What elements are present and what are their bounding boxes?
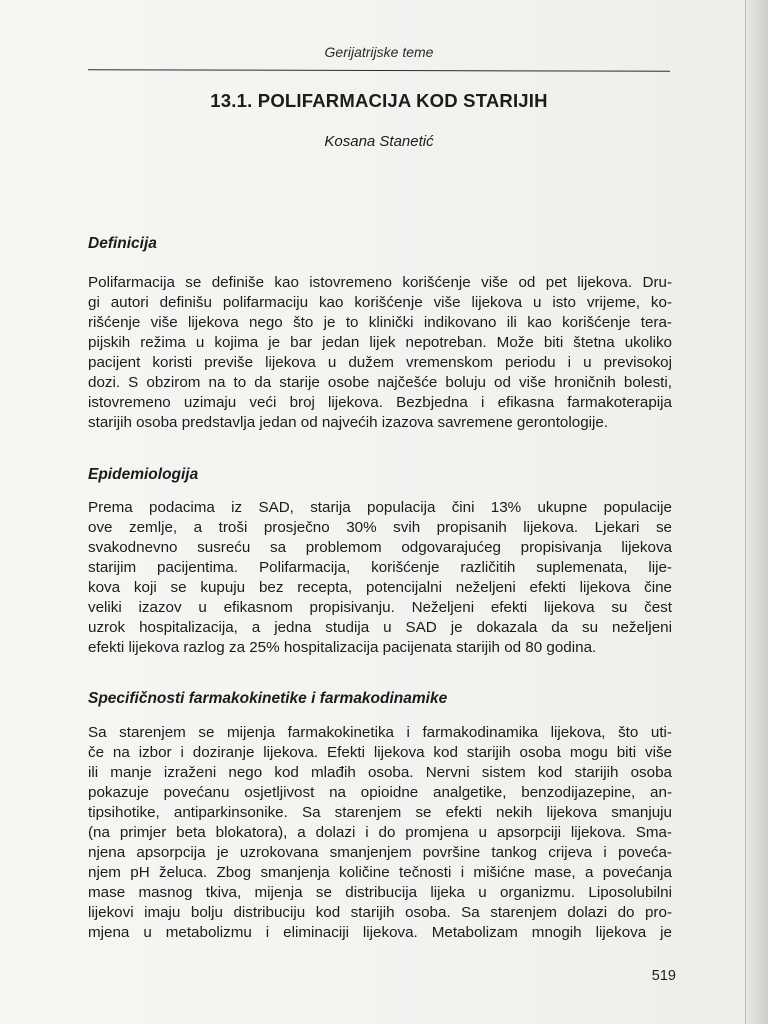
page-edge-shadow	[745, 0, 768, 1024]
text-line: tipsihotike, antiparkinsonike. Sa starenjem se efekti nekih lijekova smanjuju	[88, 804, 672, 821]
text-line: starijim pacijentima. Polifarmacija, korišćenje različitih suplemenata, lije-	[88, 559, 672, 576]
header-rule	[88, 69, 670, 72]
text-line: Prema podacima iz SAD, starija populacija čini 13% ukupne populacije	[88, 499, 672, 516]
text-line: istovremeno uzimaju veći broj lijekova. Bezbjedna i efikasna farmakoterapija	[88, 394, 672, 411]
text-line: lijekovi imaju bolju distribuciju kod starijih osoba. Sa starenjem dolazi do pro-	[88, 904, 672, 921]
text-line: mjena u metabolizmu i eliminaciji lijekova. Metabolizam mnogih lijekova je	[88, 924, 672, 941]
text-line: svakodnevno susreću sa problemom odgovarajućeg propisivanja lijekova	[88, 539, 672, 556]
text-line: Sa starenjem se mijenja farmakokinetika i farmakodinamika lijekova, što uti-	[88, 724, 672, 741]
text-line: njena apsorpcija je uzrokovana smanjenjem površine tankog crijeva i poveća-	[88, 844, 672, 861]
author-name: Kosana Stanetić	[324, 133, 434, 150]
text-line: njem pH želuca. Zbog smanjenja količine tečnosti i mišićne mase, a povećanja	[88, 864, 672, 881]
text-line: pokazuje povećanu osjetljivost na opioidne analgetike, benzodijazepine, an-	[88, 784, 672, 801]
text-line: starijih osoba predstavlja jedan od najvećih izazova savremene gerontologije.	[88, 414, 609, 431]
paragraph-specificnosti	[88, 723, 672, 943]
text-line: ove zemlje, a troši prosječno 30% svih propisanih lijekova. Ljekari se	[88, 519, 672, 536]
text-line: efekti lijekova razlog za 25% hospitalizacija pacijenata starijih od 80 godina.	[88, 639, 597, 656]
running-head: Gerijatrijske teme	[324, 44, 434, 60]
text-line: pacijent koristi previše lijekova u dužem vremenskom periodu i u previsokoj	[88, 354, 672, 371]
text-line: uzrok hospitalizacija, a jedna studija u SAD je dokazala da su neželjeni	[88, 619, 672, 636]
section-heading-epidemiologija: Epidemiologija	[88, 466, 199, 483]
text-line: kova koji se kupuju bez recepta, potencijalni neželjeni efekti lijekova čine	[88, 579, 672, 596]
text-line: (na primjer beta blokatora), a dolazi i do promjena u apsorpciji lijekova. Sma-	[88, 824, 672, 841]
text-line: če na izbor i doziranje lijekova. Efekti lijekova kod starijih osoba mogu biti više	[88, 744, 672, 761]
text-line: pijskih režima u kojima je bar jedan lijek nepotreban. Može biti štetna ukoliko	[88, 334, 672, 351]
page-number: 519	[651, 968, 676, 984]
text-line: mase masnog tkiva, mijenja se distribucija lijeka u organizmu. Liposolubilni	[88, 884, 672, 901]
section-heading-specificnosti: Specifičnosti farmakokinetike i farmakodinamike	[88, 690, 448, 707]
text-line: veliki izazov u efikasnom propisivanju. Neželjeni efekti lijekova su čest	[88, 599, 672, 616]
paragraph-definicija	[88, 273, 672, 433]
section-heading-definicija: Definicija	[88, 235, 157, 252]
text-line: dozi. S obzirom na to da starije osobe najčešće boluju od više hroničnih bolesti,	[88, 374, 672, 391]
text-line: Polifarmacija se definiše kao istovremeno korišćenje više od pet lijekova. Dru-	[88, 274, 672, 291]
text-line: gi autori definišu polifarmaciju kao korišćenje više lijekova u isto vrijeme, ko-	[88, 294, 672, 311]
text-line: ili manje izraženi nego kod mlađih osoba. Nervni sistem kod starijih osoba	[88, 764, 672, 781]
paragraph-epidemiologija	[88, 498, 672, 658]
text-line: rišćenje više lijekova nego što je to klinički indikovano ili kao korišćenje tera-	[88, 314, 672, 331]
chapter-title: 13.1. POLIFARMACIJA KOD STARIJIH	[210, 90, 548, 111]
